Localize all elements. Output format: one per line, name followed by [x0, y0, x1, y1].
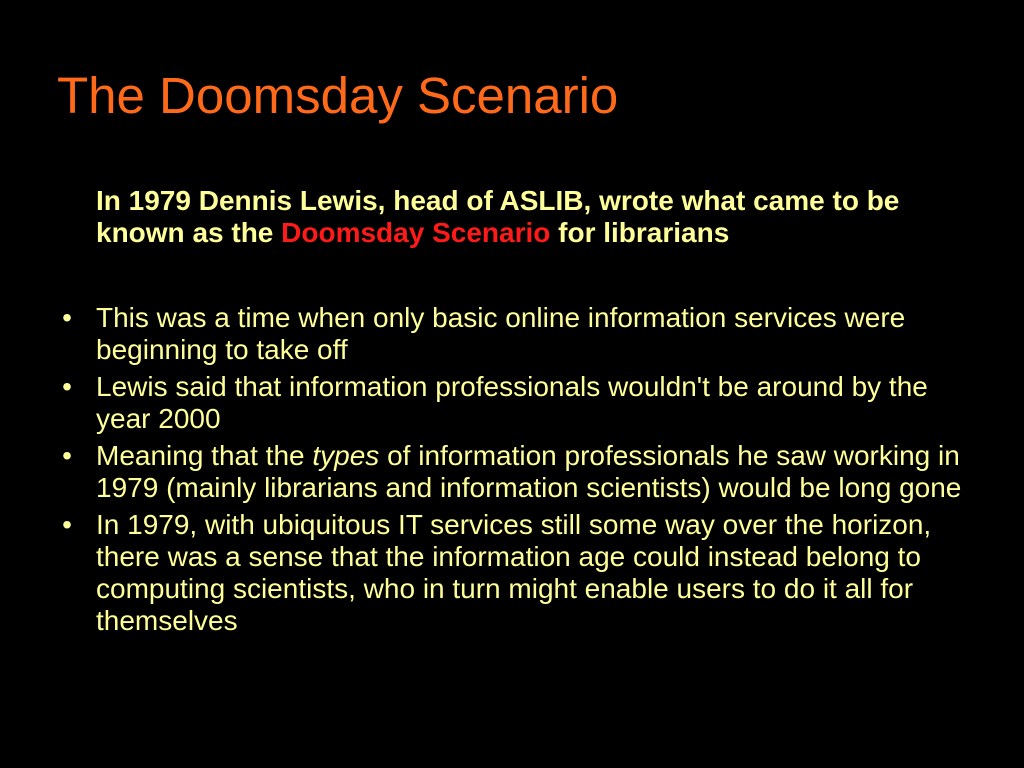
bullet-item-4 [56, 509, 966, 637]
bullet-item-3 [56, 440, 966, 504]
bullet-marker: • [62, 440, 72, 471]
bullet-marker: • [62, 371, 72, 402]
bullet-text [96, 440, 961, 503]
bullet-list [56, 302, 966, 642]
bullet-marker: • [62, 509, 72, 540]
bullet-text: This was a time when only basic online information services were beginning to take off [96, 302, 906, 365]
bullet-text-after: of information professionals he saw working in 1979 (mainly librarians and information scientists) would be long gone [96, 440, 962, 503]
bullet-text-before: Meaning that the [96, 440, 313, 471]
bullet-marker: • [62, 302, 72, 333]
bullet-text-italic-types: types [312, 440, 380, 471]
bullet-text: In 1979, with ubiquitous IT services still some way over the horizon, there was a sense that the information age could instead belong to computing scientists, who in turn might enable users to do it all for themselves [96, 509, 932, 636]
bullet-item-1 [56, 302, 966, 366]
intro-text-after: for librarians [550, 217, 730, 248]
bullet-item-2 [56, 371, 966, 435]
intro-text-before: In 1979 Dennis Lewis, head of ASLIB, wrote what came to be known as the [96, 185, 900, 248]
intro-highlight-doomsday-scenario: Doomsday Scenario [281, 217, 551, 248]
bullet-text: Lewis said that information professionals wouldn't be around by the year 2000 [96, 371, 928, 434]
intro-paragraph [96, 185, 926, 249]
slide-title: The Doomsday Scenario [57, 67, 619, 124]
